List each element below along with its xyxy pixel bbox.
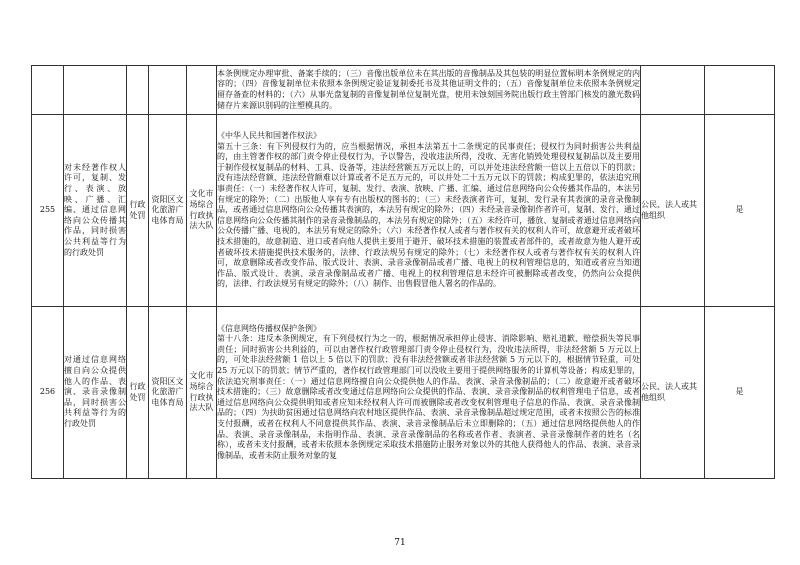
legal-basis <box>217 307 641 479</box>
authority-cell <box>149 66 187 115</box>
item-category: 行政处罚 <box>127 307 149 479</box>
legal-basis <box>217 115 641 307</box>
law-title: 《中华人民共和国著作权法》 <box>217 131 321 141</box>
implementing-authority: 资阳区文化旅游广电体育局 <box>149 115 187 307</box>
basis-text: 本条例规定办理审批、备案手续的；（三）音像出版单位未在其出版的音像制品及其包装的明显位置标明本条例规定的内容的；（四）音像复制单位未依照本条例规定验证复制委托书及其他证明文件的；（五）音像复制单位未依照本条例规定留存备查的材料的；（六）从事光盘复制的音像复制单位复制光盘，使用未蚀刻国务院出版行政主管部门核发的激光数码储存片来源识别码的注塑模具的。 <box>217 68 640 110</box>
subject-cell <box>641 66 705 115</box>
table-row-255 <box>32 115 775 307</box>
item-category: 行政处罚 <box>127 115 149 307</box>
item-name: 对未经著作权人许可，复制、发行、表演、放映、广播、汇编、通过信息网络向公众传播其作品，同时损害公共利益等行为的行政处罚 <box>64 115 127 307</box>
row-number: 256 <box>32 307 64 479</box>
item-name: 对通过信息网络擅自向公众提供他人的作品、表演、录音录像制品，同时损害公共利益等行为的行政处罚 <box>64 307 127 479</box>
executor-cell <box>187 66 217 115</box>
row-number: 255 <box>32 115 64 307</box>
executing-body: 文化市场综合行政执法大队 <box>187 307 217 479</box>
basis-cell <box>217 66 641 115</box>
table-row-256 <box>32 307 775 479</box>
page-number: 71 <box>394 538 406 548</box>
implementing-authority: 资阳区文化旅游广电体育局 <box>149 307 187 479</box>
item-cell <box>64 66 127 115</box>
yes-mark: 是 <box>705 307 775 479</box>
basis-text: 第五十三条：有下列侵权行为的，应当根据情况，承担本法第五十二条规定的民事责任；侵权行为同时损害公共利益的，由主管著作权的部门责令停止侵权行为，予以警告，没收违法所得，没收、无害化销毁处理侵权复制品以及主要用于制作侵权复制品的材料、工具、设备等，违法经营额五万元以上的，可以并处违法经营额一倍以上五倍以下的罚款；没有违法经营额、违法经营额难以计算或者不足五万元的，可以并处二十五万元以下的罚款；构成犯罪的，依法追究刑事责任：（一）未经著作权人许可，复制、发行、表演、放映、广播、汇编、通过信息网络向公众传播其作品的，本法另有规定的除外；（二）出版他人享有专有出版权的图书的；（三）未经表演者许可，复制、发行录有其表演的录音录像制品，或者通过信息网络向公众传播其表演的，本法另有规定的除外；（四）未经录音录像制作者许可，复制、发行、通过信息网络向公众传播其制作的录音录像制品的，本法另有规定的除外；（五）未经许可，播放、复制或者通过信息网络向公众传播广播、电视的，本法另有规定的除外；（六）未经著作权人或者与著作权有关的权利人许可，故意避开或者破坏技术措施的，故意制造、进口或者向他人提供主要用于避开、破坏技术措施的装置或者部件的，或者故意为他人避开或者破坏技术措施提供技术服务的，法律、行政法规另有规定的除外；（七）未经著作权人或者与著作权有关的权利人许可，故意删除或者改变作品、版式设计、表演、录音录像制品或者广播、电视上的权利管理信息的，知道或者应当知道作品、版式设计、表演、录音录像制品或者广播、电视上的权利管理信息未经许可被删除或者改变，仍然向公众提供的，法律、行政法规另有规定的除外；（八）制作、出售假冒他人署名的作品的。 <box>217 141 640 289</box>
category-cell <box>127 66 149 115</box>
table-row-continuation <box>32 66 775 115</box>
permissions-table <box>31 65 775 479</box>
yes-mark: 是 <box>705 115 775 307</box>
law-title: 《信息网络传播权保护条例》 <box>217 323 321 333</box>
mark-cell <box>705 66 775 115</box>
applicable-subject: 公民、法人或其他组织 <box>641 307 705 479</box>
num-cell <box>32 66 64 115</box>
basis-text: 第十八条：违反本条例规定，有下列侵权行为之一的，根据情况承担停止侵害、消除影响、赔礼道歉、赔偿损失等民事责任；同时损害公共利益的，可以由著作权行政管理部门责令停止侵权行为，没收违法所得，非法经营额 5 万元以上的，可处非法经营额 1 倍以上 5 倍以下的罚款；没有非法经营额或者非法经营额 5 万元以下的，根据情节轻重，可处 25 万元以下的罚款；情节严重的，著作权行政管理部门可以没收主要用于提供网络服务的计算机等设备；构成犯罪的，依法追究刑事责任：（一）通过信息网络擅自向公众提供他人的作品、表演、录音录像制品的；（二）故意避开或者破坏技术措施的；（三）故意删除或者改变通过信息网络向公众提供的作品、表演、录音录像制品的权利管理电子信息，或者通过信息网络向公众提供明知或者应知未经权利人许可而被删除或者改变权利管理电子信息的作品、表演、录音录像制品的；（四）为扶助贫困通过信息网络向农村地区提供作品、表演、录音录像制品超过规定范围，或者未按照公告的标准支付报酬，或者在权利人不同意提供其作品、表演、录音录像制品后未立即删除的；（五）通过信息网络提供他人的作品、表演、录音录像制品，未指明作品、表演、录音录像制品的名称或者作者、表演者、录音录像制作者的姓名（名称），或者未支付报酬，或者未依照本条例规定采取技术措施防止服务对象以外的其他人获得他人的作品、表演、录音录像制品，或者未防止服务对象的复 <box>217 334 640 460</box>
applicable-subject: 公民、法人或其他组织 <box>641 115 705 307</box>
executing-body: 文化市场综合行政执法大队 <box>187 115 217 307</box>
